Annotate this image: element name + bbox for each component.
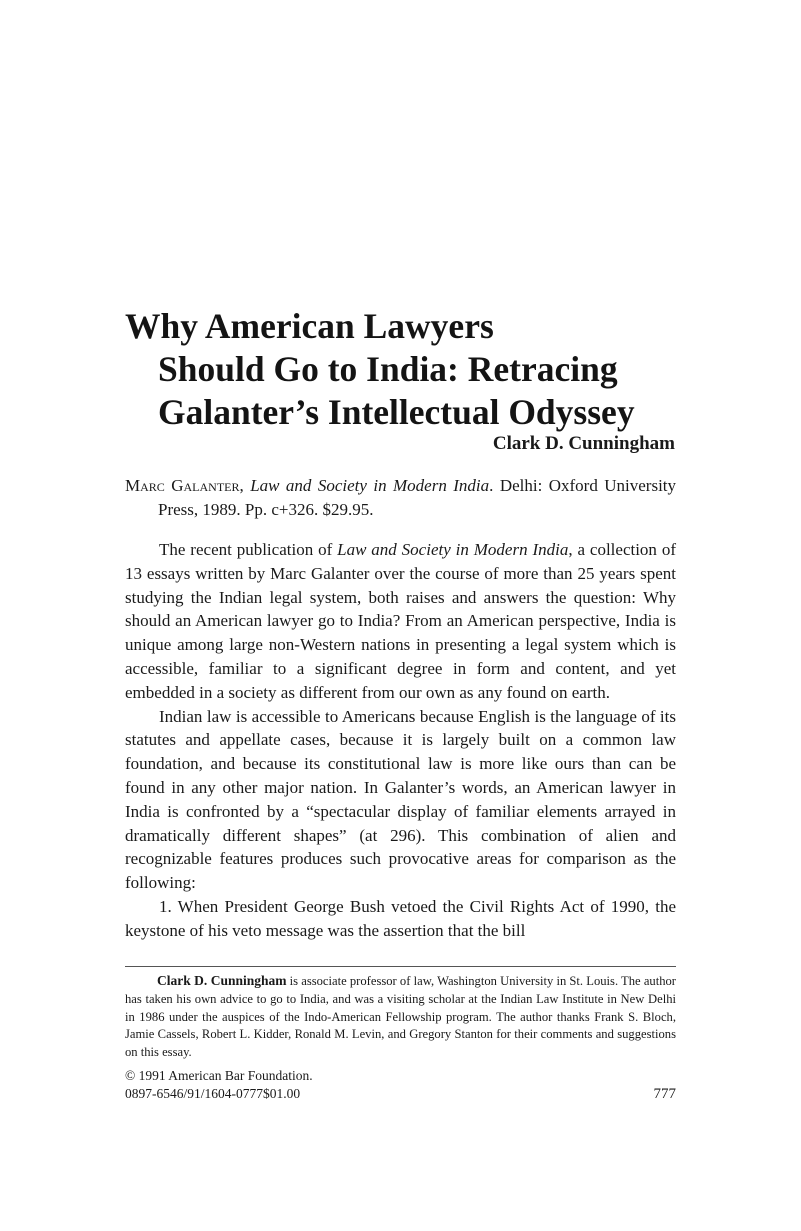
citation-details: . Delhi: Oxford University Press, 1989. Pp. c+326. $29.95. bbox=[158, 476, 677, 519]
article-title-line-1: Why American Lawyers bbox=[125, 306, 494, 346]
book-review-citation bbox=[125, 474, 676, 522]
footnote-author-name: Clark D. Cunningham bbox=[157, 973, 287, 988]
author-footnote bbox=[125, 972, 676, 1062]
paragraph-1-book-title: Law and Society in Modern India bbox=[337, 540, 569, 559]
paragraph-3: 1. When President George Bush vetoed the Civil Rights Act of 1990, the keystone of his veto message was the assertion that the bill bbox=[125, 896, 676, 940]
paragraph-1-text-a: The recent publication of bbox=[159, 540, 338, 559]
reviewed-author-last: Galanter bbox=[171, 476, 240, 495]
article-author: Clark D. Cunningham bbox=[492, 433, 675, 454]
reviewed-book-title: Law and Society in Modern India bbox=[250, 476, 490, 495]
paragraph-1-text-b: , a collection of 13 essays written by Marc Galanter over the course of more than 25 years spent studying the Indian legal system, both raises and answers the question: Why should an American lawyer go to India? From an American perspective, India is unique among large non-Western nations in presenting a legal system which is accessible, familiar to a significant degree in form and content, and yet embedded in a society as different from our own as any found on earth. bbox=[125, 540, 676, 702]
reviewed-author-first: Marc bbox=[125, 476, 165, 495]
citation-comma: , bbox=[239, 476, 244, 495]
paragraph-1 bbox=[125, 538, 676, 705]
issn-line: 0897-6546/91/1604-0777$01.00 bbox=[125, 1086, 301, 1101]
article-title-line-2: Should Go to India: Retracing bbox=[158, 349, 618, 389]
copyright-block bbox=[125, 1067, 676, 1103]
page-number: 777 bbox=[653, 1086, 676, 1102]
article-body bbox=[125, 538, 676, 943]
article-title-line-3: Galanter’s Intellectual Odyssey bbox=[158, 392, 635, 432]
footnote-text: is associate professor of law, Washington University in St. Louis. The author has taken his own advice to go to India, and was a visiting scholar at the Indian Law Institute in New Delhi in 1986 under the auspices of the Indo-American Fellowship program. The author thanks Frank S. Bloch, Jamie Cassels, Robert L. Kidder, Ronald M. Levin, and Gregory Stanton for their comments and suggestions on this essay. bbox=[125, 974, 676, 1060]
paragraph-2: Indian law is accessible to Americans because English is the language of its statutes and appellate cases, because it is largely built on a common law foundation, and because its constitutional law is more like ours than can be found in any other major nation. In Galanter’s words, an American lawyer in India is confronted by a “spectacular display of familiar elements arrayed in dramatically different shapes” (at 296). This combination of alien and recognizable features produces such provocative areas for comparison as the following: bbox=[125, 706, 676, 893]
copyright-line: © 1991 American Bar Foundation. bbox=[125, 1068, 313, 1083]
footnote-rule bbox=[125, 966, 676, 967]
